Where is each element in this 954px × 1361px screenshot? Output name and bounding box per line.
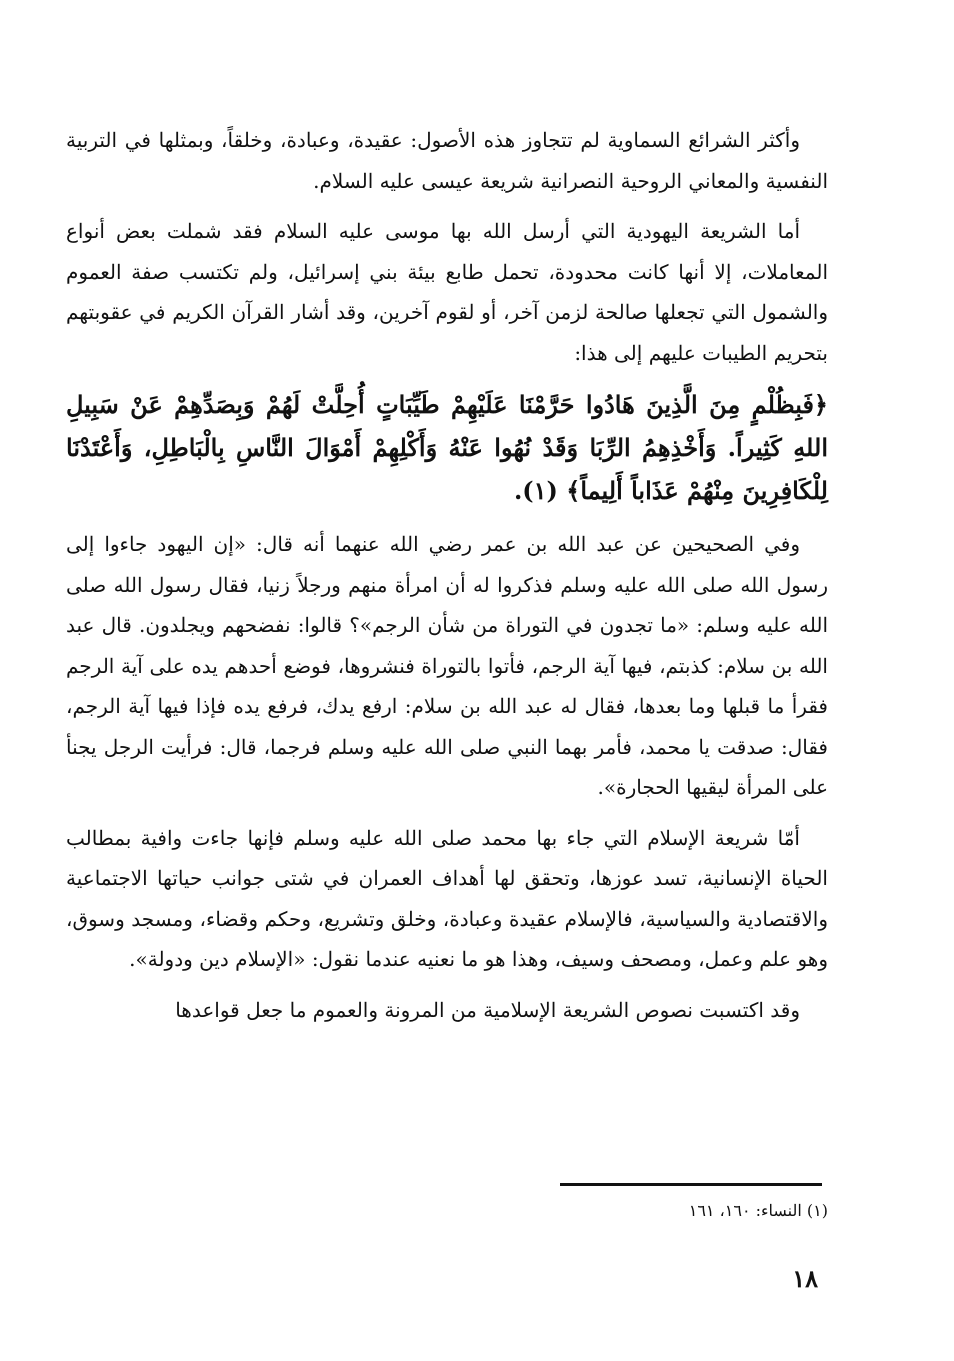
quran-verse: ﴿فَبِظُلْمٍ مِنَ الَّذِينَ هَادُوا حَرَّمْنَا عَلَيْهِمْ طَيِّبَاتٍ أُحِلَّتْ لَهُمْ وَبِصَدِّهِمْ عَنْ سَبِيلِ اللهِ كَثِيراً. وَأَخْذِهِمُ الرِّبَا وَقَدْ نُهُوا عَنْهُ وَأَكْلِهِمْ أَمْوَالَ النَّاسِ بِالْبَاطِلِ، وَأَعْتَدْنَا لِلْكَافِرِينَ مِنْهُمْ عَذَاباً أَلِيماً﴾ (١). xyxy=(66,390,828,505)
page-number: ١٨ xyxy=(792,1264,818,1293)
paragraph-last: وقد اكتسبت نصوص الشريعة الإسلامية من المرونة والعموم ما جعل قواعدها xyxy=(175,997,800,1022)
footnote-separator xyxy=(560,1183,822,1186)
paragraph-1: وأكثر الشرائع السماوية لم تتجاوز هذه الأصول: عقيدة، وعبادة، وخلقاً، وبمثلها في التربية النفسية والمعاني الروحية النصرانية شريعة عيسى عليه السلام. xyxy=(66,128,828,193)
paragraph-2: أما الشريعة اليهودية التي أرسل الله بها موسى عليه السلام فقد شملت بعض أنواع المعاملات، إلا أنها كانت محدودة، تحمل طابع بيئة بني إسرائيل، ولم تكتسب صفة العموم والشمول التي تجعلها صالحة لزمن آخر، أو لقوم آخرين، وقد أشار القرآن الكريم في عقوبتهم بتحريم الطيبات عليهم إلى هذا: xyxy=(66,219,828,365)
body-text xyxy=(66,120,828,1040)
footnote: (١) النساء: ١٦٠، ١٦١ xyxy=(688,1201,828,1220)
paragraph-islam: أمّا شريعة الإسلام التي جاء بها محمد صلى الله عليه وسلم فإنها جاءت وافية بمطالب الحياة الإنسانية، تسد عوزها، وتحقق لها أهداف العمران في شتى جوانب حياتها الاجتماعية والاقتصادية والسياسية، فالإسلام عقيدة وعبادة، وخلق وتشريع، وحكم وقضاء، ومسجد وسوق، وهو علم وعمل، ومصحف وسيف، وهذا هو ما نعنيه عندما نقول: «الإسلام دين ودولة». xyxy=(66,825,828,971)
paragraph-hadith: وفي الصحيحين عن عبد الله بن عمر رضي الله عنهما أنه قال: «إن اليهود جاءوا إلى رسول الله صلى الله عليه وسلم فذكروا له أن امرأة منهم ورجلاً زنيا، فقال رسول الله صلى الله عليه وسلم: «ما تجدون في التوراة من شأن الرجم»؟ قالوا: نفضحهم ويجلدون. قال عبد الله بن سلام: كذبتم، فيها آية الرجم، فأتوا بالتوراة فنشروها، فوضع أحدهم يده على آية الرجم فقرأ ما قبلها وما بعدها، فقال له عبد الله بن سلام: ارفع يدك، فرفع يده فإذا فيها آية الرجم، فقال: صدقت يا محمد، فأمر بهما النبي صلى الله عليه وسلم فرجما، قال: فرأيت الرجل يجنأ على المرأة ليقيها الحجارة». xyxy=(66,532,828,799)
